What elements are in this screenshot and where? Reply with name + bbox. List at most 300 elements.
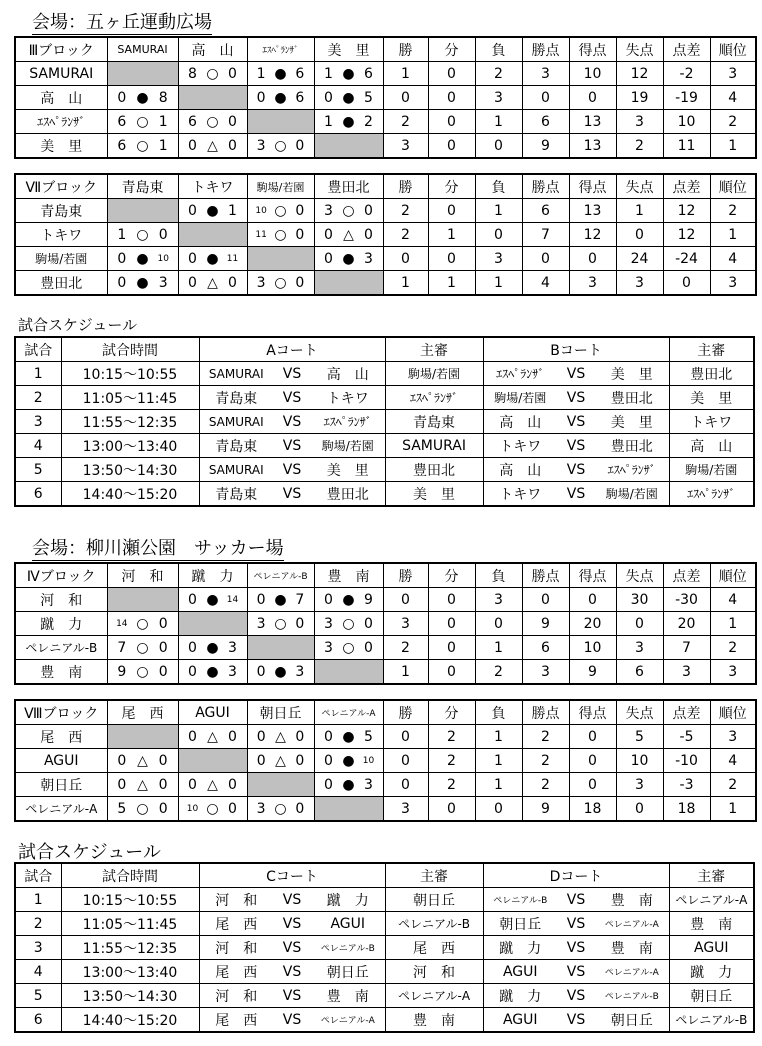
column-header: SAMURAI (107, 37, 178, 62)
match-result (247, 612, 314, 636)
team-name: 河 和 (15, 588, 107, 612)
stat-cell: 1 (428, 271, 475, 296)
team-name: 朝日丘 (15, 773, 107, 797)
score: 3 (323, 202, 333, 219)
score: 1 (158, 137, 168, 154)
stat-cell: 6 (522, 110, 569, 134)
home-team: トキワ (483, 482, 557, 507)
stat-cell: 1 (475, 636, 522, 660)
home-team: 高 山 (483, 410, 557, 434)
referee: 豊 南 (385, 1008, 483, 1033)
stat-cell: 4 (522, 271, 569, 296)
score: 0 (228, 800, 237, 817)
stat-cell: 3 (475, 588, 522, 612)
score: 0 (188, 274, 197, 291)
result-mark: △ (343, 226, 354, 243)
score: 0 (323, 591, 333, 608)
column-header: Bコート (483, 337, 669, 362)
vs-label: VS (273, 434, 311, 458)
stat-cell: -24 (663, 247, 710, 271)
match-row (15, 482, 754, 507)
stat-cell: 13 (569, 134, 616, 159)
vs-label: VS (273, 984, 311, 1008)
stat-cell: 0 (616, 223, 663, 247)
stat-cell: -3 (663, 773, 710, 797)
score: 0 (364, 615, 373, 632)
match-result (247, 223, 314, 247)
self-match-cell (178, 749, 247, 773)
vs-label: VS (273, 386, 311, 410)
stat-cell: 10 (569, 636, 616, 660)
vs-label: VS (273, 912, 311, 936)
result-mark: ● (342, 113, 355, 130)
stat-cell: 1 (428, 223, 475, 247)
away-team: 美 里 (595, 410, 669, 434)
column-header: 勝点 (522, 174, 569, 199)
score: 3 (364, 776, 373, 793)
team-row (15, 773, 756, 797)
stat-cell: 9 (569, 660, 616, 685)
referee: 河 和 (385, 960, 483, 984)
column-header: 負 (475, 563, 522, 588)
result-mark: ● (342, 591, 355, 608)
vs-label: VS (273, 888, 311, 912)
home-team: ｴｽﾍﾟﾗﾝｻﾞ (483, 362, 557, 386)
result-mark: △ (207, 137, 218, 154)
match-time: 11:05～11:45 (61, 386, 199, 410)
match-time: 11:55～12:35 (61, 936, 199, 960)
match-time: 10:15～10:55 (61, 888, 199, 912)
away-team: 豊田北 (595, 434, 669, 458)
stat-cell: 13 (569, 199, 616, 223)
standings-table (14, 36, 757, 159)
result-mark: ● (136, 274, 149, 291)
match-result (314, 110, 383, 134)
match-number: 3 (15, 410, 61, 434)
referee: 朝日丘 (669, 984, 754, 1008)
score: 0 (187, 202, 197, 219)
score: 1 (256, 65, 266, 82)
score: 14 (116, 618, 128, 629)
column-header: 試合時間 (61, 337, 199, 362)
match-result (314, 612, 383, 636)
vs-label: VS (557, 458, 595, 482)
home-team: 河 和 (199, 888, 273, 912)
self-match-cell (107, 199, 178, 223)
stat-cell: 2 (383, 223, 428, 247)
stat-cell: 24 (616, 247, 663, 271)
stat-cell: 2 (710, 636, 756, 660)
match-time: 13:50～14:30 (61, 458, 199, 482)
result-mark: ● (342, 65, 355, 82)
column-header: 勝点 (522, 700, 569, 725)
header-row (15, 174, 756, 199)
stat-cell: 3 (710, 62, 756, 86)
stat-cell: 1 (383, 62, 428, 86)
stat-cell: 0 (616, 612, 663, 636)
result-mark: ○ (136, 113, 149, 130)
column-header: 順位 (710, 563, 756, 588)
stat-cell: -19 (663, 86, 710, 110)
stat-cell: 0 (428, 588, 475, 612)
score: 10 (255, 205, 267, 216)
away-team: 蹴 力 (311, 888, 385, 912)
match-result (178, 62, 247, 86)
stat-cell: 3 (616, 773, 663, 797)
result-mark: ○ (342, 202, 355, 219)
result-mark: ● (342, 250, 355, 267)
match-result (247, 62, 314, 86)
score: 0 (323, 776, 333, 793)
column-header: 点差 (663, 37, 710, 62)
away-team: ペレニアル-A (595, 912, 669, 936)
stat-cell: 2 (475, 62, 522, 86)
block-name: Ⅷブロック (15, 700, 107, 725)
away-team: 豊 南 (595, 888, 669, 912)
stat-cell: -5 (663, 725, 710, 749)
score: 0 (188, 137, 197, 154)
standings-table (14, 562, 757, 685)
team-name: 蹴 力 (15, 612, 107, 636)
match-number: 2 (15, 912, 61, 936)
score: 0 (187, 591, 197, 608)
stat-cell: 0 (428, 199, 475, 223)
team-row (15, 110, 756, 134)
stat-cell: -30 (663, 588, 710, 612)
match-result (314, 199, 383, 223)
vs-label: VS (557, 936, 595, 960)
score: 0 (256, 591, 266, 608)
score: 0 (364, 639, 373, 656)
away-team: ペレニアル-B (311, 936, 385, 960)
match-result (247, 797, 314, 822)
score: 0 (117, 250, 127, 267)
column-header: 失点 (616, 700, 663, 725)
match-row (15, 984, 754, 1008)
stat-cell: 1 (616, 199, 663, 223)
match-result (178, 271, 247, 296)
result-mark: ○ (206, 65, 219, 82)
team-name: 尾 西 (15, 725, 107, 749)
score: 0 (187, 250, 197, 267)
score: 5 (364, 89, 373, 106)
column-header: 順位 (710, 700, 756, 725)
result-mark: ○ (206, 800, 219, 817)
score: 7 (295, 591, 305, 608)
stat-cell: 0 (383, 247, 428, 271)
column-header: 負 (475, 37, 522, 62)
stat-cell: 3 (710, 271, 756, 296)
vs-label: VS (273, 458, 311, 482)
column-header: 尾 西 (107, 700, 178, 725)
stat-cell: 0 (475, 797, 522, 822)
result-mark: △ (137, 776, 148, 793)
match-number: 4 (15, 960, 61, 984)
match-number: 5 (15, 984, 61, 1008)
stat-cell: 2 (616, 134, 663, 159)
match-result (178, 773, 247, 797)
stat-cell: 9 (522, 612, 569, 636)
stat-cell: 12 (569, 223, 616, 247)
away-team: 美 里 (311, 458, 385, 482)
score: 8 (187, 65, 197, 82)
team-row (15, 62, 756, 86)
score: 6 (295, 89, 305, 106)
score: 5 (117, 800, 127, 817)
score: 0 (117, 752, 127, 769)
score: 10 (186, 803, 199, 814)
stat-cell: 30 (616, 588, 663, 612)
header-row (15, 337, 754, 362)
score: 6 (187, 113, 197, 130)
standings-table (14, 173, 757, 296)
stat-cell: 0 (522, 247, 569, 271)
team-row (15, 223, 756, 247)
team-name: 青島東 (15, 199, 107, 223)
column-header: 河 和 (107, 563, 178, 588)
vs-label: VS (557, 984, 595, 1008)
column-header: 得点 (569, 700, 616, 725)
match-result (314, 86, 383, 110)
result-mark: ● (342, 89, 355, 106)
team-name: 豊 南 (15, 660, 107, 685)
score: 1 (158, 113, 168, 130)
score: 2 (364, 113, 373, 130)
vs-label: VS (557, 912, 595, 936)
home-team: 青島東 (199, 386, 273, 410)
stat-cell: -2 (663, 62, 710, 86)
self-match-cell (314, 134, 383, 159)
score: 0 (158, 752, 168, 769)
home-team: 尾 西 (199, 960, 273, 984)
score: 0 (228, 776, 237, 793)
vs-label: VS (557, 482, 595, 507)
home-team: SAMURAI (199, 362, 273, 386)
stat-cell: 12 (663, 199, 710, 223)
column-header: 負 (475, 700, 522, 725)
score: 1 (323, 65, 333, 82)
stat-cell: 4 (710, 588, 756, 612)
referee: 美 里 (669, 386, 754, 410)
stat-cell: 19 (616, 86, 663, 110)
score: 11 (226, 253, 239, 264)
match-time: 14:40～15:20 (61, 1008, 199, 1033)
score: 3 (158, 274, 168, 291)
score: 1 (323, 113, 333, 130)
match-result (107, 612, 178, 636)
stat-cell: 7 (522, 223, 569, 247)
stat-cell: 3 (522, 660, 569, 685)
team-name: ペレニアル-A (15, 797, 107, 822)
result-mark: ○ (274, 226, 287, 243)
column-header: 分 (428, 563, 475, 588)
score: 3 (228, 663, 237, 680)
score: 6 (295, 65, 305, 82)
score: 0 (295, 728, 305, 745)
match-result (178, 636, 247, 660)
score: 3 (256, 274, 266, 291)
stat-cell: 2 (710, 110, 756, 134)
team-row (15, 636, 756, 660)
stat-cell: 2 (383, 110, 428, 134)
score: 3 (228, 639, 237, 656)
stat-cell: 0 (428, 797, 475, 822)
match-result (107, 271, 178, 296)
referee: トキワ (669, 410, 754, 434)
match-result (107, 636, 178, 660)
stat-cell: 6 (522, 199, 569, 223)
stat-cell: 11 (663, 134, 710, 159)
column-header: 勝 (383, 37, 428, 62)
stat-cell: 0 (569, 247, 616, 271)
stat-cell: 1 (383, 271, 428, 296)
column-header: 得点 (569, 174, 616, 199)
match-result (107, 797, 178, 822)
result-mark: ● (274, 663, 287, 680)
match-row (15, 458, 754, 482)
column-header: AGUI (178, 700, 247, 725)
self-match-cell (107, 725, 178, 749)
away-team: 豊 南 (311, 984, 385, 1008)
result-mark: ○ (274, 800, 287, 817)
column-header: Cコート (199, 863, 385, 888)
away-team: ペレニアル-A (311, 1008, 385, 1033)
team-row (15, 612, 756, 636)
score: 9 (117, 663, 127, 680)
vs-label: VS (273, 960, 311, 984)
referee: 美 里 (385, 482, 483, 507)
home-team: 駒場/若園 (483, 386, 557, 410)
column-header: トキワ (178, 174, 247, 199)
result-mark: ● (206, 202, 219, 219)
referee: AGUI (669, 936, 754, 960)
match-row (15, 912, 754, 936)
referee: ペレニアル-B (385, 912, 483, 936)
stat-cell: 2 (383, 199, 428, 223)
match-time: 11:05～11:45 (61, 912, 199, 936)
stat-cell: 2 (710, 199, 756, 223)
stat-cell: 3 (383, 612, 428, 636)
column-header: 失点 (616, 174, 663, 199)
score: 5 (364, 728, 373, 745)
column-header: 勝点 (522, 563, 569, 588)
match-result (107, 110, 178, 134)
score: 0 (188, 728, 197, 745)
match-result (107, 247, 178, 271)
match-time: 13:00～13:40 (61, 434, 199, 458)
score: 0 (295, 202, 305, 219)
away-team: 朝日丘 (311, 960, 385, 984)
stat-cell: 0 (428, 110, 475, 134)
stat-cell: 9 (522, 134, 569, 159)
score: 0 (295, 752, 305, 769)
result-mark: △ (207, 776, 218, 793)
vs-label: VS (273, 410, 311, 434)
team-name: AGUI (15, 749, 107, 773)
score: 8 (158, 89, 168, 106)
vs-label: VS (273, 482, 311, 507)
team-row (15, 660, 756, 685)
column-header: 試合 (15, 337, 61, 362)
stat-cell: -10 (663, 749, 710, 773)
column-header: Aコート (199, 337, 385, 362)
match-result (178, 134, 247, 159)
stat-cell: 3 (522, 62, 569, 86)
score: 10 (362, 755, 375, 766)
referee: 駒場/若園 (669, 458, 754, 482)
result-mark: ○ (136, 137, 149, 154)
stat-cell: 0 (428, 134, 475, 159)
column-header: 負 (475, 174, 522, 199)
stat-cell: 0 (383, 725, 428, 749)
team-name: SAMURAI (15, 62, 107, 86)
referee: ペレニアル-A (385, 984, 483, 1008)
score: 1 (117, 226, 127, 243)
column-header: 勝 (383, 563, 428, 588)
match-number: 4 (15, 434, 61, 458)
score: 0 (295, 226, 305, 243)
column-header: 勝点 (522, 37, 569, 62)
team-row (15, 749, 756, 773)
score: 3 (323, 639, 333, 656)
score: 0 (158, 639, 168, 656)
match-number: 6 (15, 1008, 61, 1033)
away-team: 駒場/若園 (311, 434, 385, 458)
match-result (178, 797, 247, 822)
score: 0 (158, 663, 168, 680)
column-header: 主審 (385, 337, 483, 362)
self-match-cell (314, 660, 383, 685)
score: 3 (256, 800, 266, 817)
score: 0 (364, 202, 373, 219)
home-team: 河 和 (199, 936, 273, 960)
stat-cell: 2 (522, 773, 569, 797)
stat-cell: 2 (383, 636, 428, 660)
column-header: 点差 (663, 563, 710, 588)
stat-cell: 10 (569, 62, 616, 86)
stat-cell: 0 (569, 773, 616, 797)
away-team: 豊 南 (595, 936, 669, 960)
venue-title-2: 会場：柳川瀬公園 サッカー場 (32, 538, 284, 559)
referee: 駒場/若園 (385, 362, 483, 386)
stat-cell: 1 (475, 199, 522, 223)
vs-label: VS (557, 1008, 595, 1033)
stat-cell: 3 (616, 636, 663, 660)
vs-label: VS (557, 888, 595, 912)
referee: ｴｽﾍﾟﾗﾝｻﾞ (669, 482, 754, 507)
stat-cell: 6 (522, 636, 569, 660)
stat-cell: 3 (710, 725, 756, 749)
team-name: 駒場/若園 (15, 247, 107, 271)
stat-cell: 3 (710, 660, 756, 685)
team-name: 高 山 (15, 86, 107, 110)
match-result (314, 725, 383, 749)
stat-cell: 3 (569, 271, 616, 296)
match-number: 5 (15, 458, 61, 482)
stat-cell: 0 (569, 725, 616, 749)
match-time: 13:50～14:30 (61, 984, 199, 1008)
stat-cell: 2 (522, 725, 569, 749)
match-result (247, 588, 314, 612)
vs-label: VS (557, 410, 595, 434)
team-name: トキワ (15, 223, 107, 247)
standings-table (14, 699, 757, 822)
match-row (15, 386, 754, 410)
column-header: ペレニアル-A (314, 700, 383, 725)
stat-cell: 0 (428, 612, 475, 636)
stat-cell: 0 (383, 749, 428, 773)
score: 0 (256, 728, 266, 745)
